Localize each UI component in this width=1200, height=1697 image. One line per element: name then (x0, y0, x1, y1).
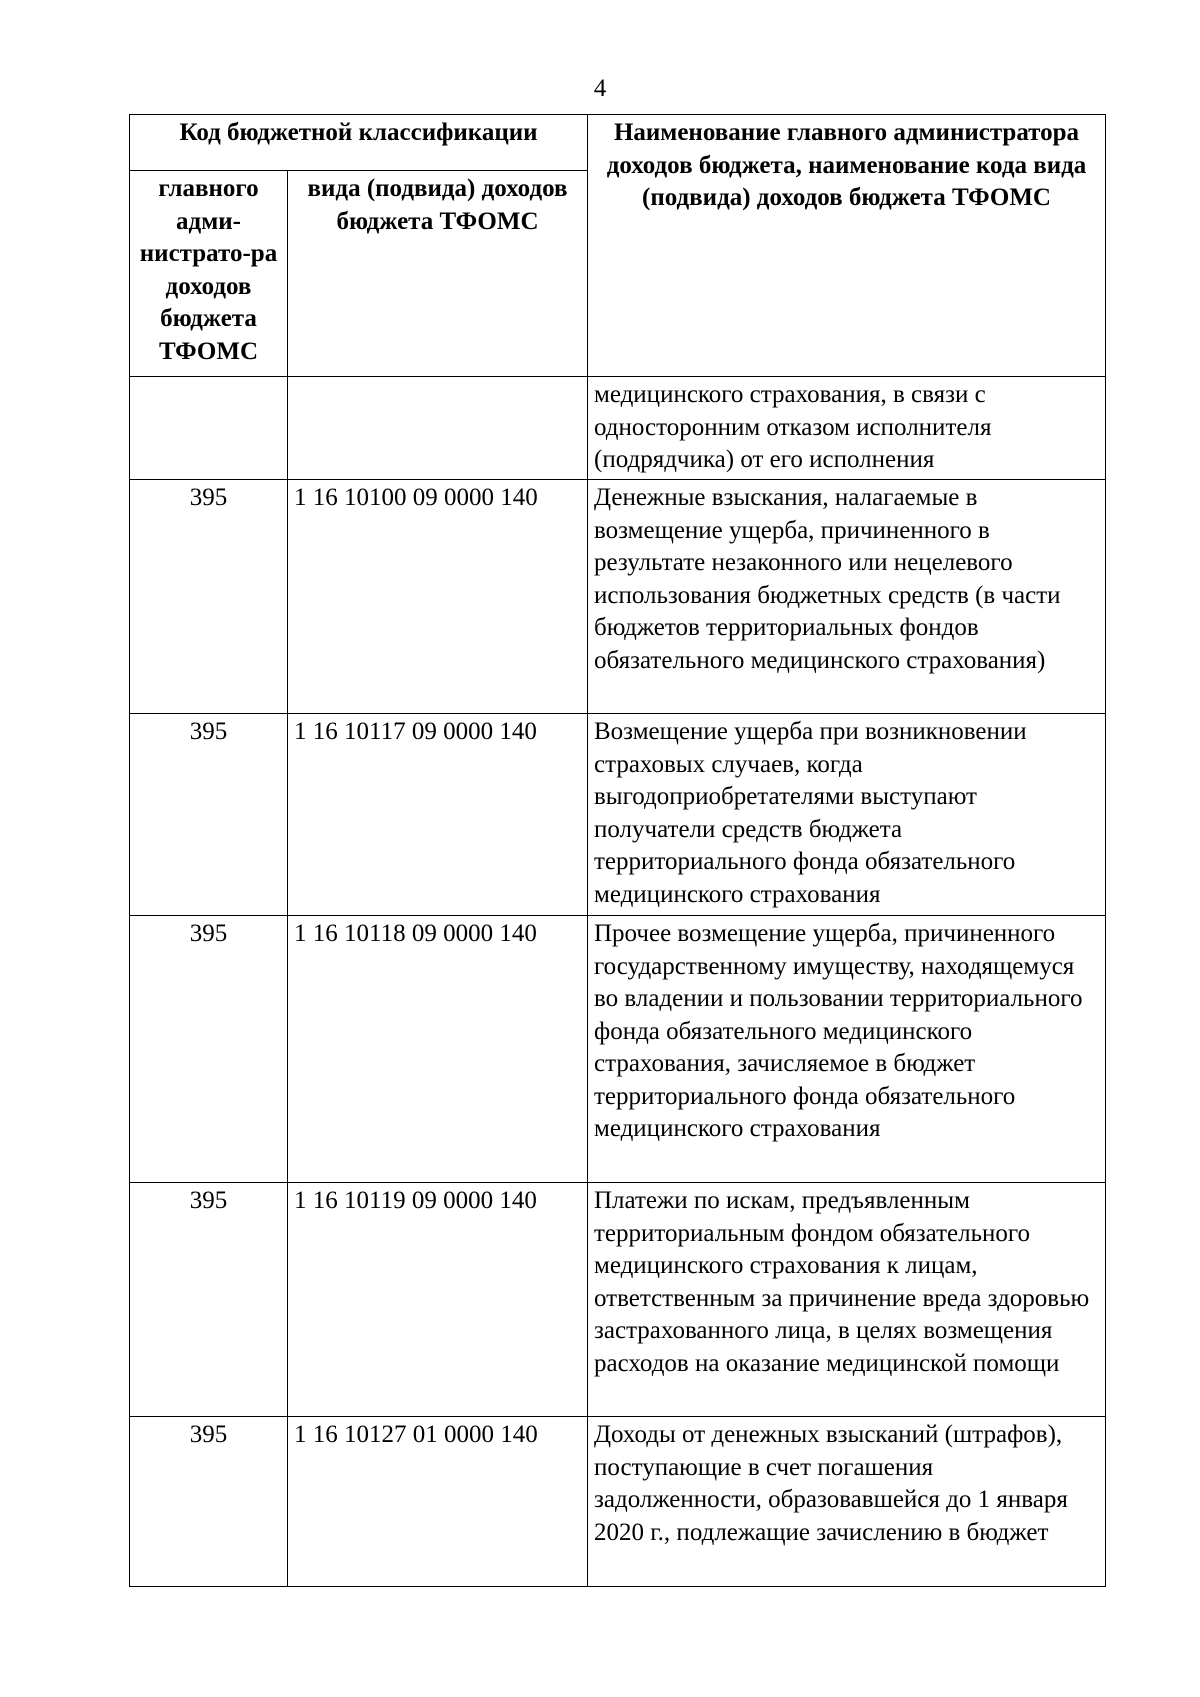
table-header (130, 115, 1106, 377)
description-cell: Денежные взыскания, налагаемые в возмещение ущерба, причиненного в результате незаконного или нецелевого использования бюджетных средств (в части бюджетов территориальных фондов обязательного медицинского страхования) (588, 480, 1106, 714)
description-cell: Платежи по искам, предъявленным территориальным фондом обязательного медицинского страхования к лицам, ответственным за причинение вреда здоровью застрахованного лица, в целях возмещения расходов на оказание медицинской помощи (588, 1183, 1106, 1417)
revenue-code-cell: 1 16 10119 09 0000 140 (288, 1183, 588, 1417)
table-body (130, 377, 1106, 1587)
page-number: 4 (593, 75, 607, 102)
revenue-code-cell: 1 16 10118 09 0000 140 (288, 916, 588, 1183)
table-row (130, 377, 1106, 480)
revenue-code-cell: 1 16 10127 01 0000 140 (288, 1417, 588, 1587)
description-cell: медицинского страхования, в связи с односторонним отказом исполнителя (подрядчика) от его исполнения (588, 377, 1106, 480)
table-row (130, 714, 1106, 916)
description-cell: Возмещение ущерба при возникновении страховых случаев, когда выгодоприобретателями выступают получатели средств бюджета территориального фонда обязательного медицинского страхования (588, 714, 1106, 916)
revenue-code-cell (288, 377, 588, 480)
description-cell: Доходы от денежных взысканий (штрафов), поступающие в счет погашения задолженности, образовавшейся до 1 января 2020 г., подлежащие зачислению в бюджет (588, 1417, 1106, 1587)
description-cell: Прочее возмещение ущерба, причиненного государственному имуществу, находящемуся во владении и пользовании территориального фонда обязательного медицинского страхования, зачисляемое в бюджет территориального фонда обязательного медицинского страхования (588, 916, 1106, 1183)
admin-code-cell: 395 (130, 1183, 288, 1417)
table-row (130, 916, 1106, 1183)
header-name-column: Наименование главного администратора доходов бюджета, наименование кода вида (подвида) доходов бюджета ТФОМС (588, 115, 1106, 377)
revenue-code-cell: 1 16 10100 09 0000 140 (288, 480, 588, 714)
header-code-column: вида (подвида) доходов бюджета ТФОМС (288, 171, 588, 377)
admin-code-cell: 395 (130, 480, 288, 714)
header-budget-code-group: Код бюджетной классификации (130, 115, 588, 171)
admin-code-cell: 395 (130, 714, 288, 916)
budget-classification-table (129, 114, 1106, 1587)
admin-code-cell: 395 (130, 1417, 288, 1587)
header-admin-column: главного адми-нистрато-ра доходов бюджета ТФОМС (130, 171, 288, 377)
admin-code-cell: 395 (130, 916, 288, 1183)
revenue-code-cell: 1 16 10117 09 0000 140 (288, 714, 588, 916)
table-row (130, 1417, 1106, 1587)
table-row (130, 480, 1106, 714)
table-row (130, 1183, 1106, 1417)
admin-code-cell (130, 377, 288, 480)
